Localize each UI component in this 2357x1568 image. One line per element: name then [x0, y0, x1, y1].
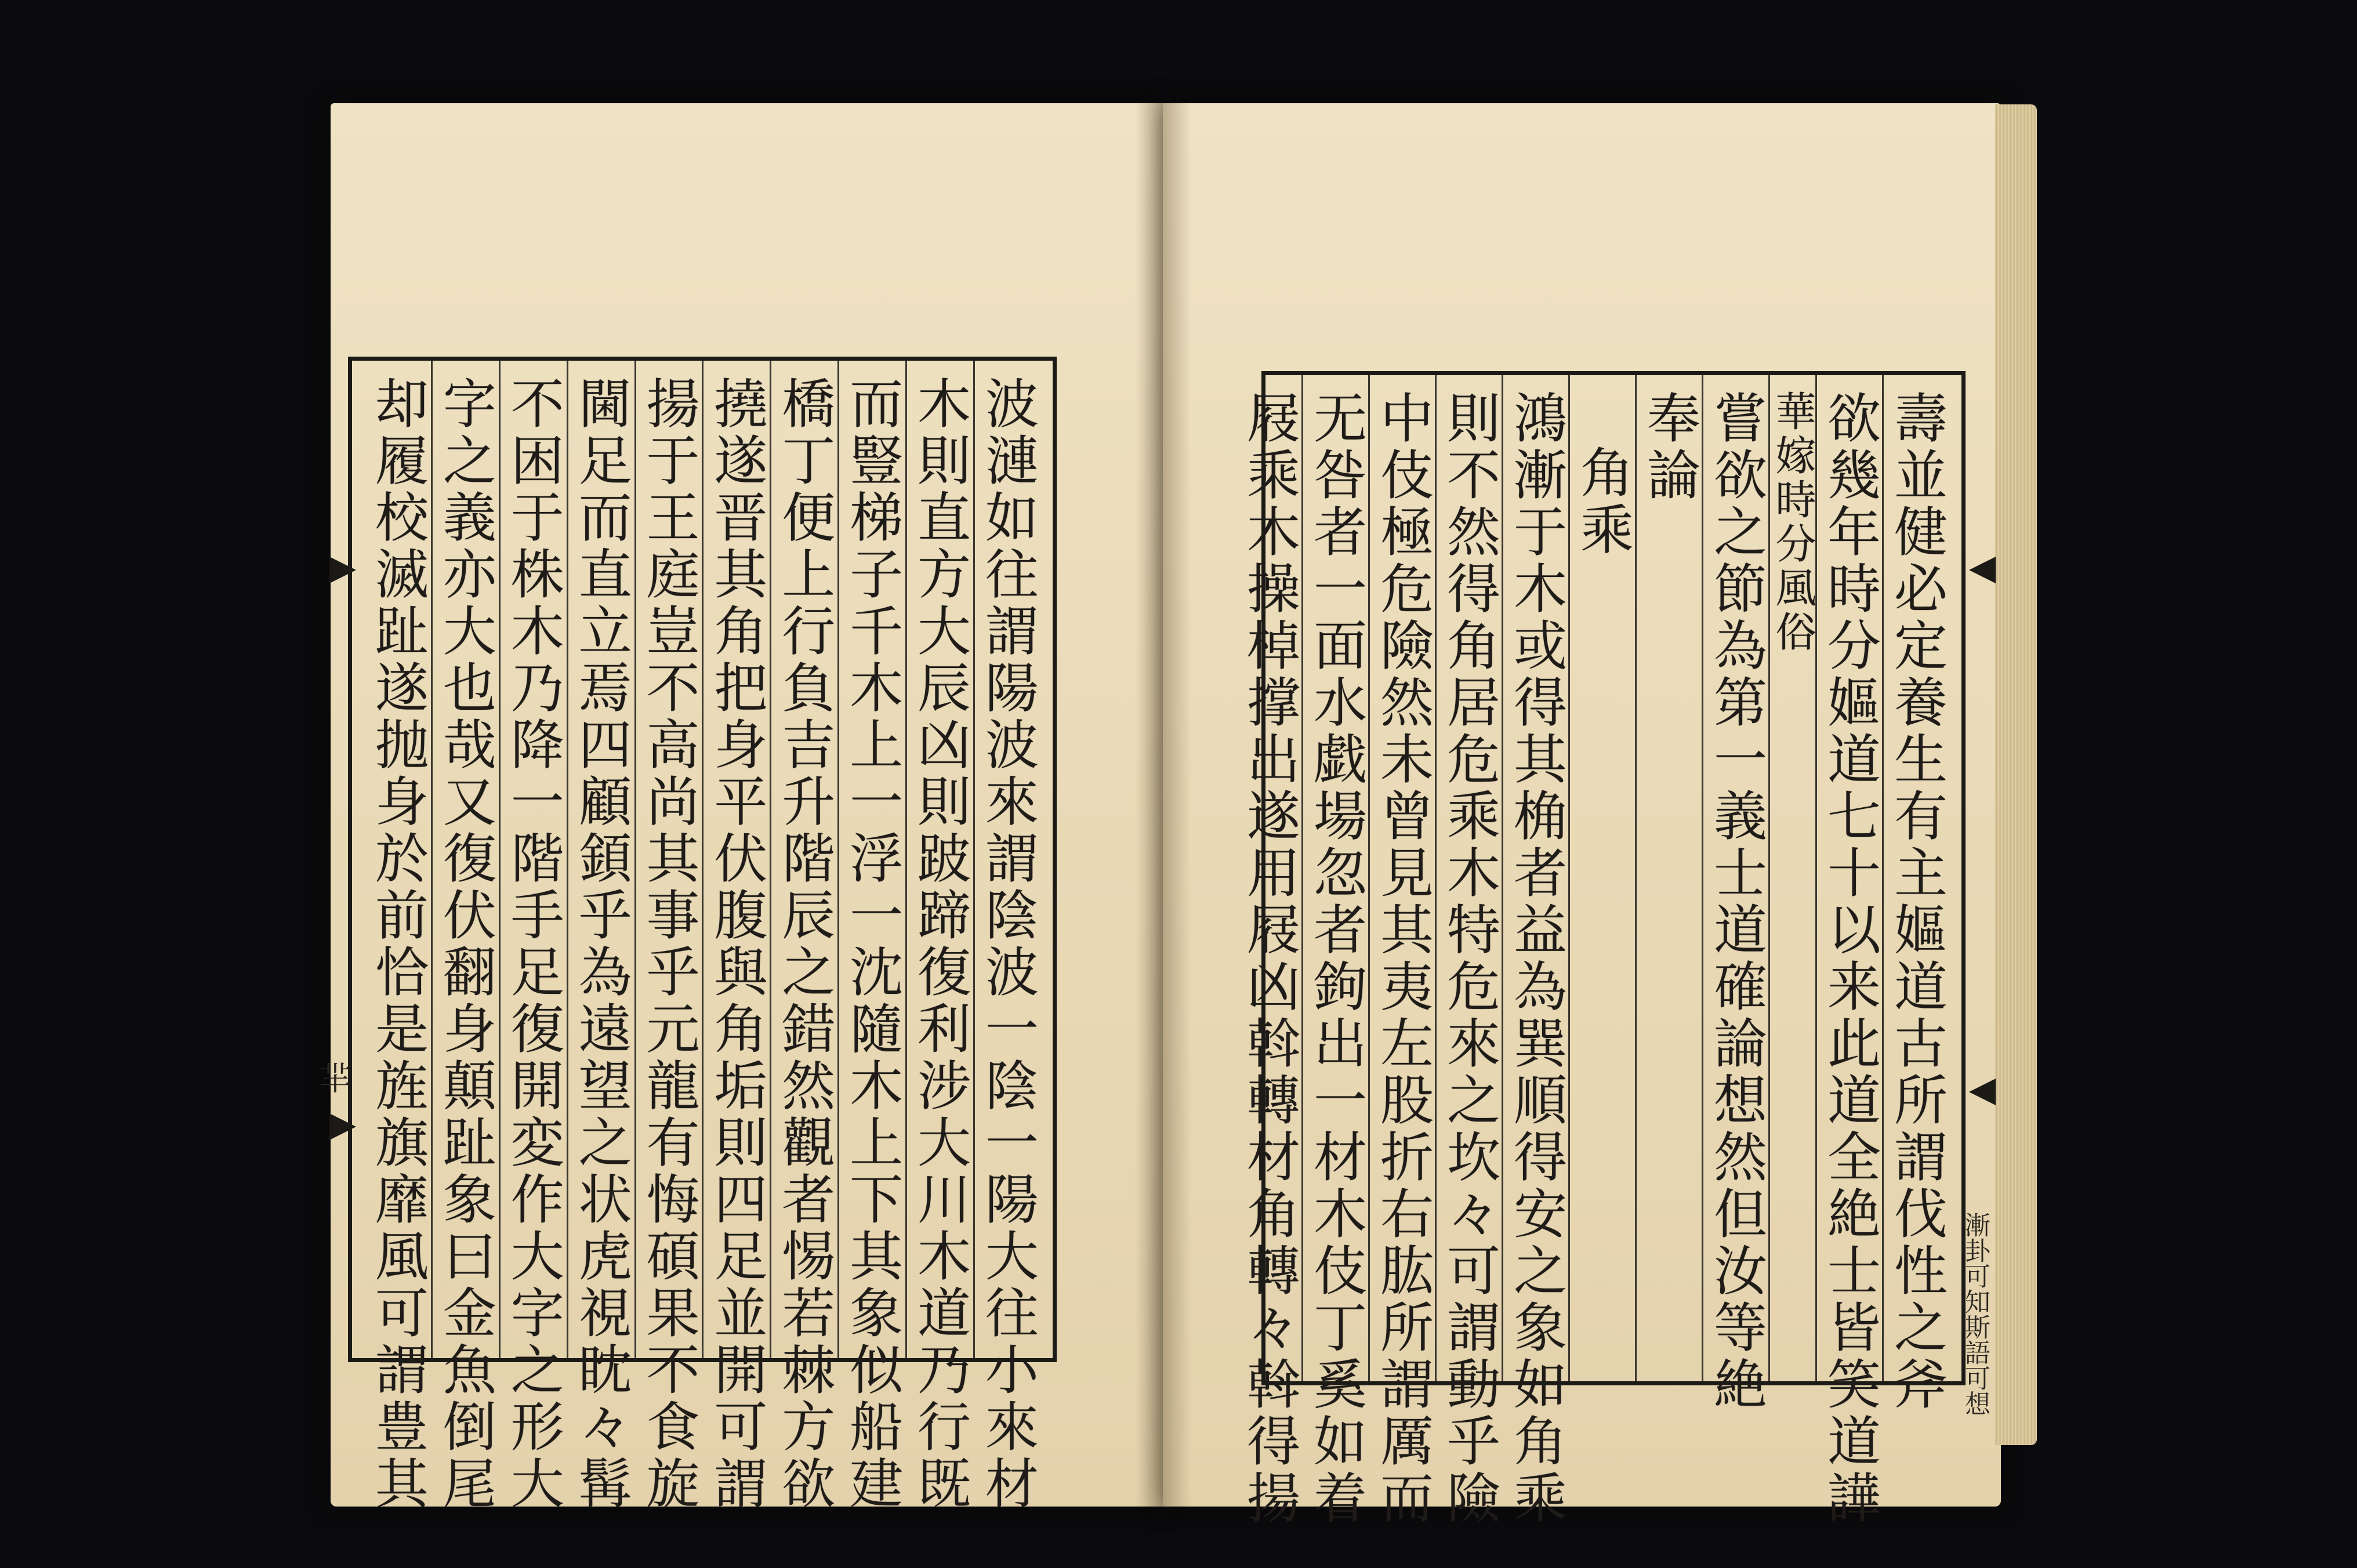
text-column: 華嫁時分風俗 [1768, 375, 1815, 1381]
text-column: 奉論 [1635, 375, 1702, 1381]
left-columns [352, 361, 1053, 1512]
text-column: 揚于王庭豈不高尚其事乎元龍有悔碩果不食旋 [634, 361, 701, 1358]
text-column: 閫足而直立焉四顧顉乎為遠望之状虎視眈々髯 [567, 361, 633, 1358]
text-column: 欲幾年時分嫗道七十以来此道全絶士皆笑道譁 [1815, 375, 1882, 1381]
text-column: 鴻漸于木或得其桷者益為巽順得安之象如角乘 [1502, 375, 1568, 1381]
text-column: 撓遂晋其角把身平伏腹與角垢則四足並開可謂 [702, 361, 768, 1358]
right-columns [1238, 375, 1961, 1527]
right-text-frame [1238, 371, 1966, 1527]
text-column: 屐乘木操棹撑出遂用屐凶斡轉材角轉々斡得揚 [1238, 390, 1300, 1527]
text-column: 无咎者一面水戯場忽者鉤出一材木伎丁奚如着 [1301, 375, 1368, 1381]
text-column: 中伎極危險然未曾見其夷左股折右肱所謂厲而 [1368, 375, 1435, 1381]
text-column: 木則直方大辰凶則跛蹄復利涉大川木道乃行既 [905, 361, 972, 1358]
headnote: 漸卦可知斯語可想 [1960, 1212, 1990, 1416]
text-column: 則不然得角居危乘木特危來之坎々可謂動乎險 [1435, 375, 1502, 1381]
text-column: 却履校滅趾遂抛身於前恰是旌旗靡風可謂豊其 [367, 376, 429, 1512]
left-text-frame [348, 357, 1057, 1512]
text-column: 字之義亦大也哉又復伏翻身顛趾象曰金魚倒尾 [431, 361, 498, 1358]
text-column: 嘗欲之節為第一義士道確論想然但汝等絶 [1702, 375, 1768, 1381]
section-heading: 角乘 [1568, 375, 1635, 1381]
text-column: 而豎梯子千木上一浮一沈隨木上下其象似船建 [837, 361, 904, 1358]
book-gutter [1136, 103, 1191, 1507]
text-column: 壽並健必定養生有主嫗道古所謂伐性之斧 [1882, 375, 1949, 1381]
margin-mark: 羋 [314, 1061, 351, 1094]
text-column: 橋丁便上行負吉升階辰之錯然觀者惕若棘方欲 [770, 361, 836, 1358]
text-column: 波漣如往謂陽波來謂陰波一陰一陽大往小來材 [973, 361, 1040, 1358]
text-column: 不困于株木乃降一階手足復開変作大字之形大 [499, 361, 565, 1358]
page-edges [1995, 104, 2037, 1445]
